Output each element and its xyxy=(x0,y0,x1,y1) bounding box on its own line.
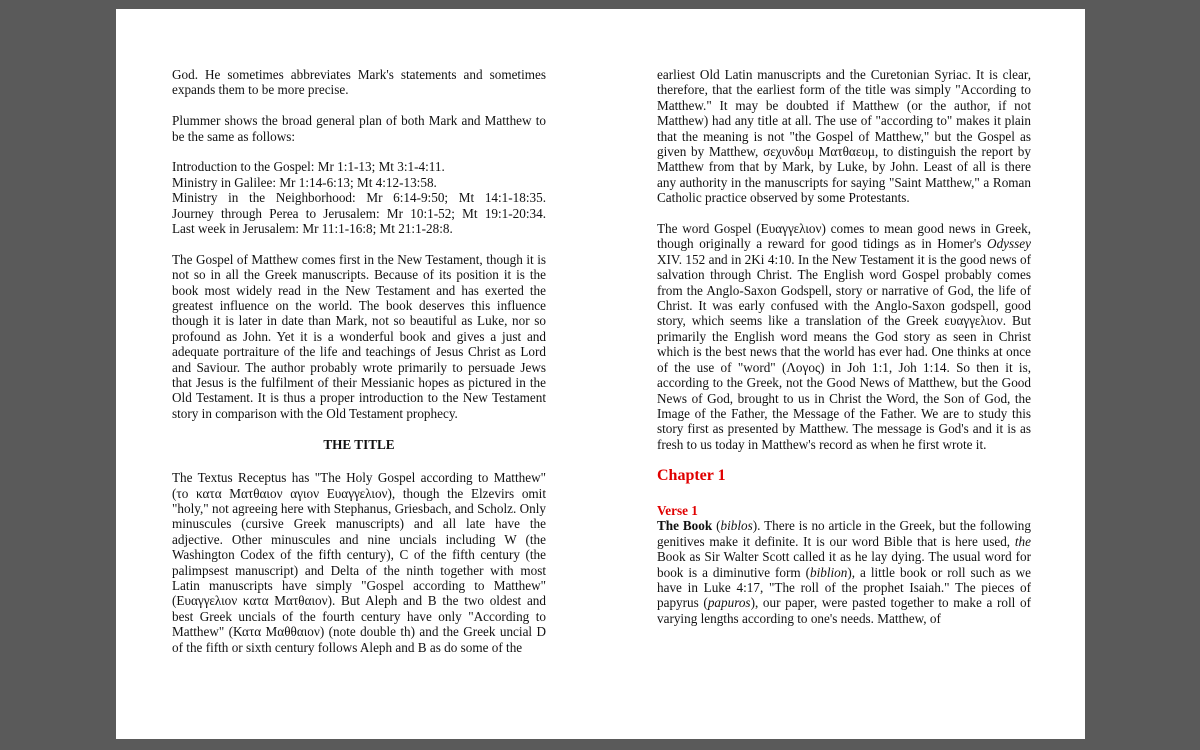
verse-term: The Book xyxy=(657,518,713,534)
outline-item: Ministry in Galilee: Mr 1:14-6:13; Mt 4:12-13:58. xyxy=(172,174,437,190)
paragraph-plummer: Plummer shows the broad general plan of both Mark and Matthew to be the same as follows: xyxy=(172,113,546,144)
outline-item: Last week in Jerusalem: Mr 11:1-16:8; Mt 21:1-28:8. xyxy=(172,221,453,237)
left-column xyxy=(172,67,546,655)
paragraph-intro-end: God. He sometimes abbreviates Mark's statements and sometimes expands them to be more precise. xyxy=(172,67,546,98)
chapter-heading: Chapter 1 xyxy=(657,466,726,484)
outline-item: Ministry in the Neighborhood: Mr 6:14-9:50; Mt 14:1-18:35. xyxy=(172,190,546,206)
verse-heading: Verse 1 xyxy=(657,502,698,518)
paragraph-title-continued: earliest Old Latin manuscripts and the Curetonian Syriac. It is clear, therefore, that the earliest form of the title was simply "According to Matthew." It may be doubted if Matthew (or the author, if not Matthew) had any title at all. The use of "according to" makes it plain that the meaning is not "the Gospel of Matthew," but the Gospel as given by Matthew, σεχυνδυμ Ματθαευμ, to distinguish the report by Matthew from that by Mark, by Luke, by John. Least of all is there any authority in the manuscripts for saying "Saint Matthew," a Roman Catholic practice observed by some Protestants. xyxy=(657,67,1031,206)
document-page xyxy=(116,9,1085,739)
paragraph-verse-1: The Book (biblos). There is no article in the Greek, but the following genitives make it definite. It is our word Bible that is here used, the Book as Sir Walter Scott called it as he lay dying. The usual word for book is a diminutive form (biblion), a little book or roll such as we have in Luke 4:17, "The roll of the prophet Isaiah." The pieces of papyrus (papuros), our paper, were pasted together to make a roll of varying lengths according to one's needs. Matthew, of xyxy=(657,518,1031,626)
paragraph-textus-receptus: The Textus Receptus has "The Holy Gospel according to Matthew" (το κατα Ματθαιον αγιον Ευαγγελιον), though the Elzevirs omit "holy," not agreeing here with Stephanus, Griesbach, and Scholz. Only minuscules (cursive Greek manuscripts) and all late have the adjective. Other minuscules and nine uncials including W (the Washington Codex of the fifth century), C of the fifth century (the palimpsest manuscript) and Delta of the ninth together with most Latin manuscripts have simply "Gospel according to Matthew" (Ευαγγελιον κατα Ματθαιον). But Aleph and B the two oldest and best Greek uncials of the fourth century have only "According to Matthew" (Κατα Μαθθαιον) (note double th) and the Greek uncial D of the fifth or sixth century follows Aleph and B as do some of the xyxy=(172,470,546,655)
paragraph-word-gospel: The word Gospel (Ευαγγελιον) comes to mean good news in Greek, though originally a reward for good tidings as in Homer's Odyssey XIV. 152 and in 2Ki 4:10. In the New Testament it is the good news of salvation through Christ. The English word Gospel probably comes from the Anglo-Saxon Godspell, story or narrative of God, the life of Christ. It was early confused with the Anglo-Saxon godspell, good story, which seems like a translation of the Greek ευαγγελιον. But primarily the English word means the God story as seen in Christ which is the best news that the world has ever had. One thinks at once of the use of "word" (Λογος) in Joh 1:1, Joh 1:14. So then it is, according to the Greek, not the Good News of Matthew, but the Good News of God, brought to us in Christ the Word, the Son of God, the Image of the Father, the Message of the Father. We are to study this story first as presented by Matthew. The message is God's and it is as fresh to us today in Matthew's record as when he first wrote it. xyxy=(657,221,1031,452)
paragraph-gospel-of-matthew: The Gospel of Matthew comes first in the New Testament, though it is not so in all the Greek manuscripts. Because of its position it is the book most widely read in the New Testament and has exerted the greatest influence on the world. The book deserves this influence though it is later in date than Mark, not so beautiful as Luke, nor so profound as John. Yet it is a wonderful book and gives a just and adequate portraiture of the life and teachings of Jesus Christ as Lord and Saviour. The author probably wrote primarily to persuade Jews that Jesus is the fulfilment of their Messianic hopes as pictured in the Old Testament. It is thus a proper introduction to the New Testament story in comparison with the Old Testament prophecy. xyxy=(172,251,546,421)
outline-item: Introduction to the Gospel: Mr 1:1-13; Mt 3:1-4:11. xyxy=(172,159,445,175)
right-column xyxy=(657,67,1031,626)
section-heading-title: THE TITLE xyxy=(323,436,395,452)
outline-item: Journey through Perea to Jerusalem: Mr 10:1-52; Mt 19:1-20:34. xyxy=(172,205,546,221)
odyssey-italic: Odyssey xyxy=(987,236,1031,252)
outline-list xyxy=(172,159,546,236)
